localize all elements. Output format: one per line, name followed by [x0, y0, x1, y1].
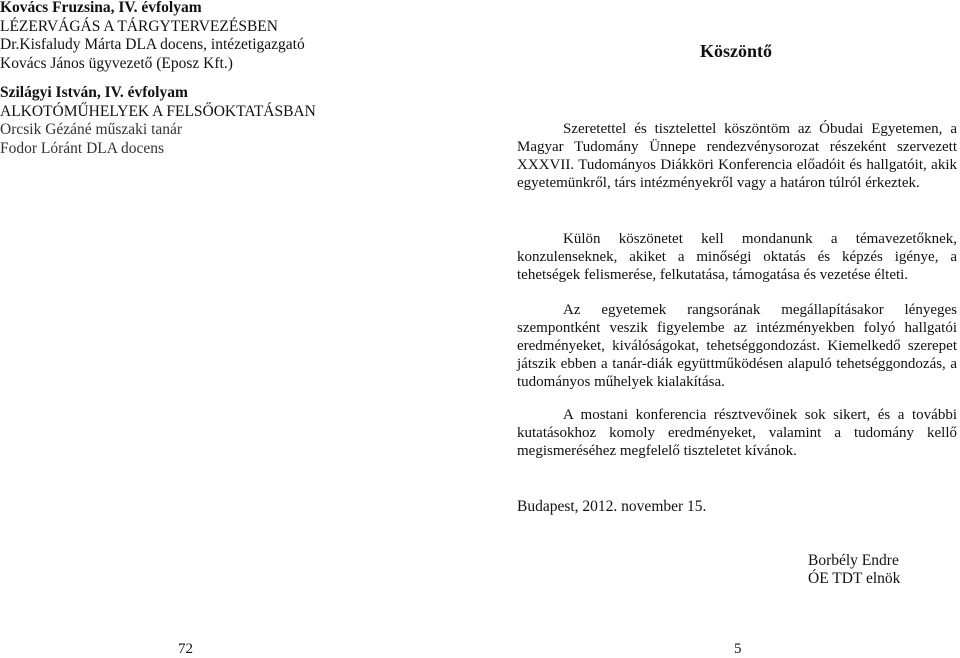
signer-title: ÓE TDT elnök: [808, 570, 901, 587]
page-heading: Köszöntő: [700, 41, 772, 61]
presentation-entry: [0, 84, 316, 158]
supervisor-line: Orcsik Gézáné műszaki tanár: [0, 121, 183, 138]
presentation-title: ALKOTÓMŰHELYEK A FELSŐOKTATÁSBAN: [0, 102, 316, 120]
signer-name: Borbély Endre: [808, 552, 899, 569]
presentation-entry: [0, 0, 305, 73]
consultant-line: Kovács János ügyvezető (Eposz Kft.): [0, 54, 233, 72]
signature-block: [808, 552, 900, 588]
supervisor-line: Dr.Kisfaludy Márta DLA docens, intézetigazgató: [0, 36, 305, 53]
student-name: Szilágyi István, IV. évfolyam: [0, 84, 188, 101]
letter-paragraph: Külön köszönetet kell mondanunk a témavezetőknek, konzulenseknek, akiket a minőségi oktatás és képzés igénye, a tehetségek felismerése, felkutatása, támogatása és vezetése élteti.: [517, 231, 957, 283]
letter-paragraph: A mostani konferencia résztvevőinek sok sikert, és a további kutatásokhoz komoly eredményeket, valamint a tudomány kellő megismeréséhez megfelelő tiszteletet kívánok.: [517, 407, 957, 459]
page-number-left: 72: [178, 641, 193, 657]
presentation-title: LÉZERVÁGÁS A TÁRGYTERVEZÉSBEN: [0, 17, 278, 35]
page-number-right: 5: [734, 641, 742, 657]
student-name: Kovács Fruzsina, IV. évfolyam: [0, 0, 202, 16]
letter-paragraph: Az egyetemek rangsorának megállapításakor lényeges szempontként veszik figyelembe az intézményekben folyó hallgatói eredményeket, kiválóságokat, tehetséggondozást. Kiemelkedő szerepet játszik ebben a tanár-diák együttműködésen alapuló tehetséggondozás, a tudományos műhelyek kialakítása.: [517, 302, 957, 390]
consultant-line: Fodor Lóránt DLA docens: [0, 139, 165, 157]
place-date: Budapest, 2012. november 15.: [517, 498, 707, 515]
letter-paragraph: Szeretettel és tisztelettel köszöntöm az Óbudai Egyetemen, a Magyar Tudomány Ünnepe rendezvénysorozat részeként szervezett XXXVII. Tudományos Diákköri Konferencia előadóit és hallgatóit, akik egyetemünkről, társ intézményekről vagy a határon túlról érkeztek.: [517, 121, 957, 191]
